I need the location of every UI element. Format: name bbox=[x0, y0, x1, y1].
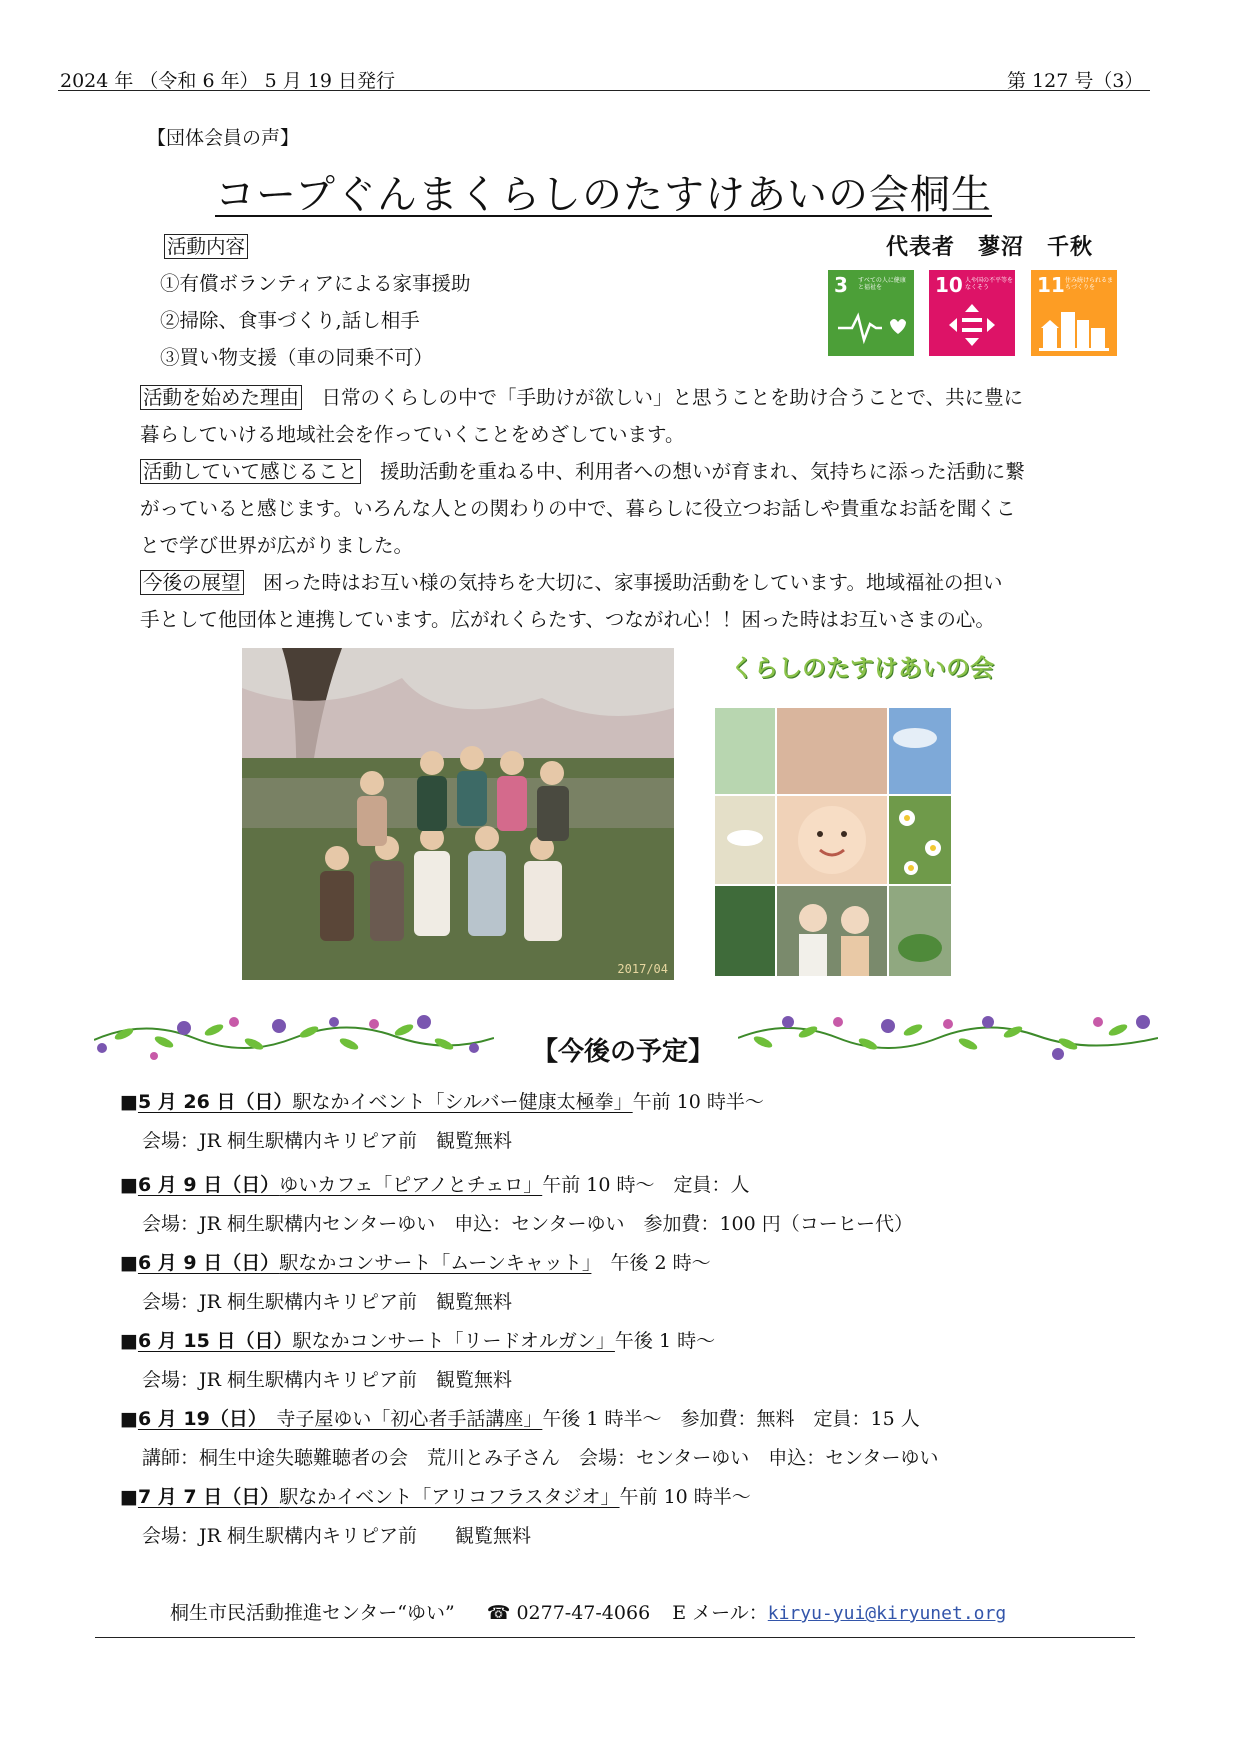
event-3-detail: 会場：JR 桐生駅構内キリピア前 観覧無料 bbox=[142, 1291, 512, 1313]
sdg-10-icon: 10 人や国の不平等をなくそう bbox=[929, 270, 1015, 356]
event-4: ■6 月 15 日（日）駅なかコンサート「リードオルガン」午後 1 時～ bbox=[120, 1330, 716, 1352]
event-5: ■6 月 19（日） 寺子屋ゆい「初心者手話講座」午後 1 時半～ 参加費：無料 定員：15 人 bbox=[120, 1408, 920, 1430]
sdg-3-icon: 3 すべての人に健康と福祉を bbox=[828, 270, 914, 356]
reason-line: 暮らしていける地域社会を作っていくことをめざしています。 bbox=[140, 423, 685, 446]
group-logo-text: くらしのたすけあいの会 bbox=[730, 654, 994, 682]
event-5-detail: 講師：桐生中途失聴難聴者の会 荒川とみ子さん 会場：センターゆい 申込：センターゆい bbox=[142, 1447, 939, 1469]
vine-decoration-right bbox=[738, 1008, 1158, 1068]
photo-date: 2017/04 bbox=[617, 962, 668, 976]
activities-label-wrap bbox=[164, 228, 248, 265]
footer-email-label: E メール： bbox=[672, 1602, 768, 1624]
group-photo bbox=[242, 648, 674, 980]
reason-line: 活動を始めた理由 日常のくらしの中で「手助けが欲しい」と思うことを助け合うことで、共に豊に bbox=[140, 379, 1023, 416]
footer-email-link[interactable]: kiryu-yui@kiryunet.org bbox=[767, 1603, 1007, 1624]
event-6: ■7 月 7 日（日）駅なかイベント「アリコフラスタジオ」午前 10 時半～ bbox=[120, 1486, 751, 1508]
vine-decoration-left bbox=[94, 1008, 494, 1068]
footer-phone: 0277-47-4066 bbox=[516, 1602, 651, 1624]
sdg-11-icon: 11 住み続けられるまちづくりを bbox=[1031, 270, 1117, 356]
event-4-detail: 会場：JR 桐生駅構内キリピア前 観覧無料 bbox=[142, 1369, 512, 1391]
outlook-line: 今後の展望 困った時はお互い様の気持ちを大切に、家事援助活動をしています。地域福祉の担い bbox=[140, 564, 1002, 601]
representative: 代表者 蓼沼 千秋 bbox=[886, 235, 1094, 260]
event-2-detail: 会場：JR 桐生駅構内センターゆい 申込：センターゆい 参加費：100 円（コーヒー代） bbox=[142, 1213, 913, 1235]
outlook-line: 手として他団体と連携しています。広がれくらたす、つながれ心！！困った時はお互いさまの心。 bbox=[140, 608, 995, 631]
schedule-title: 【今後の予定】 bbox=[532, 1037, 715, 1067]
event-1-detail: 会場：JR 桐生駅構内キリピア前 観覧無料 bbox=[142, 1130, 512, 1152]
outlook-label: 今後の展望 bbox=[140, 570, 244, 595]
issue-date: 2024 年 （令和 6 年） 5 月 19 日発行 bbox=[60, 70, 396, 92]
footer-contact bbox=[170, 1598, 1006, 1625]
footer-divider bbox=[95, 1637, 1135, 1638]
header-divider bbox=[58, 90, 1150, 91]
feeling-line: がっていると感じます。いろんな人との関わりの中で、暮らしに役立つお話しや貴重なお話を聞くこ bbox=[140, 497, 1016, 520]
feeling-line: 活動していて感じること 援助活動を重ねる中、利用者への想いが育まれ、気持ちに添った活動に繋 bbox=[140, 453, 1025, 490]
event-6-detail: 会場：JR 桐生駅構内キリピア前 観覧無料 bbox=[142, 1525, 531, 1547]
photo-collage bbox=[715, 708, 951, 976]
event-3: ■6 月 9 日（日）駅なかコンサート「ムーンキャット」 午後 2 時～ bbox=[120, 1252, 711, 1274]
feeling-label: 活動していて感じること bbox=[140, 459, 361, 484]
reason-label: 活動を始めた理由 bbox=[140, 385, 302, 410]
section-tag: 【団体会員の声】 bbox=[147, 127, 300, 149]
feeling-line: とで学び世界が広がりました。 bbox=[140, 534, 414, 557]
issue-number: 第 127 号（3） bbox=[1007, 70, 1144, 92]
activity-item: ②掃除、食事づくり,話し相手 bbox=[160, 309, 420, 332]
event-1: ■5 月 26 日（日）駅なかイベント「シルバー健康太極拳」午前 10 時半～ bbox=[120, 1091, 764, 1113]
footer-org: 桐生市民活動推進センター“ゆい” bbox=[170, 1602, 455, 1624]
activity-item: ①有償ボランティアによる家事援助 bbox=[160, 272, 471, 295]
activities-label: 活動内容 bbox=[164, 234, 248, 259]
activity-item: ③買い物支援（車の同乗不可） bbox=[160, 346, 434, 369]
event-2: ■6 月 9 日（日）ゆいカフェ「ピアノとチェロ」午前 10 時～ 定員：人 bbox=[120, 1174, 750, 1196]
page-title: コープぐんまくらしのたすけあいの会桐生 bbox=[215, 172, 992, 218]
phone-icon: ☎ bbox=[486, 1602, 511, 1624]
